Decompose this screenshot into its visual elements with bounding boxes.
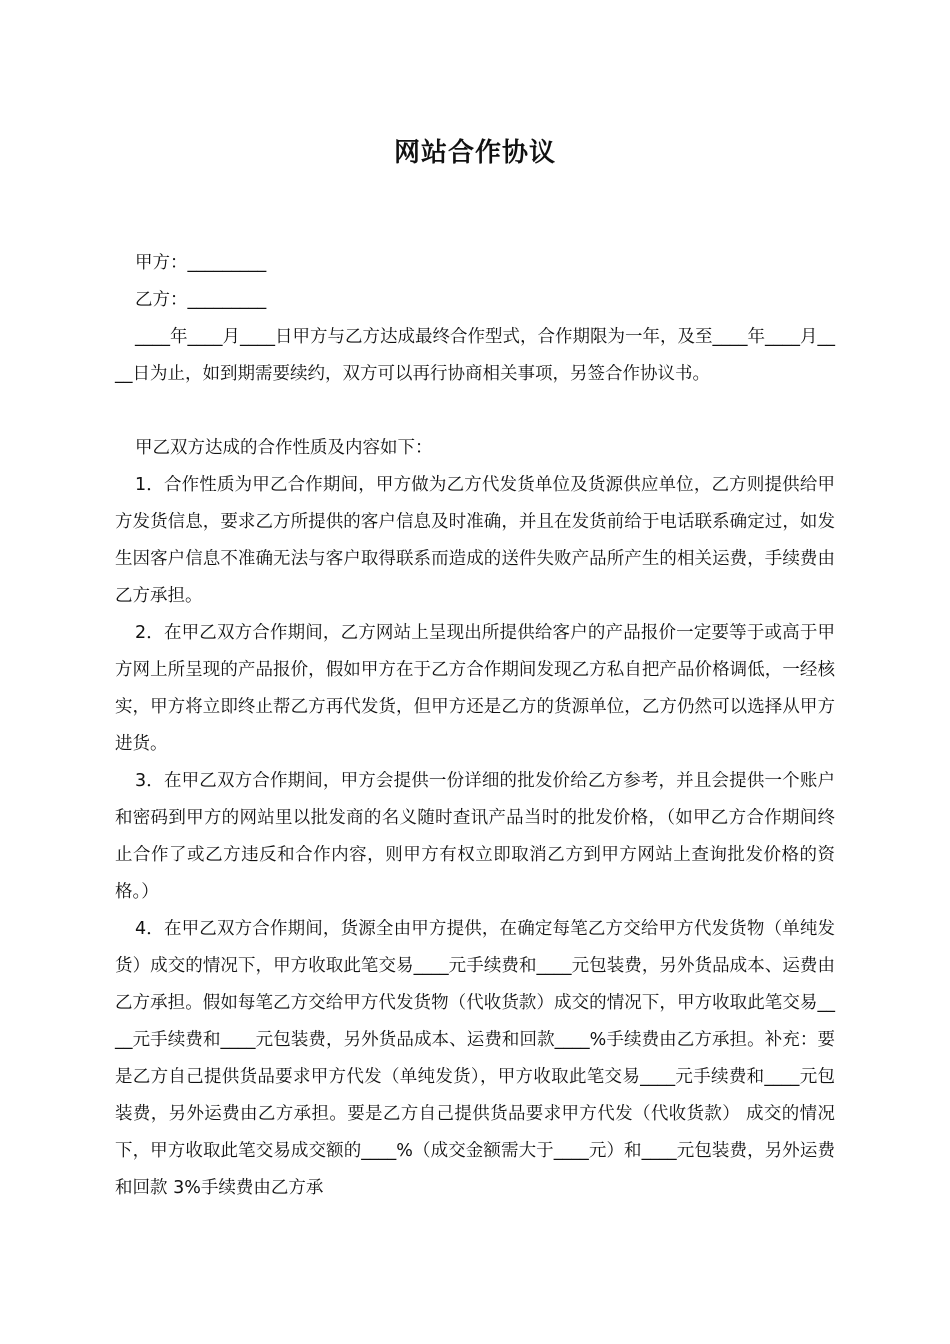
clause-3: 3．在甲乙双方合作期间，甲方会提供一份详细的批发价给乙方参考，并且会提供一个账户和密码到甲方的网站里以批发商的名义随时查讯产品当时的批发价格，（如甲乙方合作期间终止合作了或乙方违反和合作内容，则甲方有权立即取消乙方到甲方网站上查询批发价格的资格。） xyxy=(115,771,835,902)
intro-paragraph: ____年____月____日甲方与乙方达成最终合作型式，合作期限为一年，及至____年____月____日为止，如到期需要续约，双方可以再行协商相关事项，另签合作协议书。 xyxy=(115,327,835,384)
party-a-line: 甲方：_________ xyxy=(135,253,267,273)
document-body xyxy=(115,245,835,1207)
clause-2: 2．在甲乙双方合作期间，乙方网站上呈现出所提供给客户的产品报价一定要等于或高于甲方网上所呈现的产品报价，假如甲方在于乙方合作期间发现乙方私自把产品价格调低，一经核实，甲方将立即终止帮乙方再代发货，但甲方还是乙方的货源单位，乙方仍然可以选择从甲方进货。 xyxy=(115,623,835,754)
clause-1: 1．合作性质为甲乙合作期间，甲方做为乙方代发货单位及货源供应单位，乙方则提供给甲方发货信息，要求乙方所提供的客户信息及时准确，并且在发货前给于电话联系确定过，如发生因客户信息不准确无法与客户取得联系而造成的送件失败产品所产生的相关运费，手续费由乙方承担。 xyxy=(115,475,835,606)
section-heading: 甲乙双方达成的合作性质及内容如下： xyxy=(135,438,433,458)
party-b-line: 乙方：_________ xyxy=(135,290,267,310)
paragraph-spacer xyxy=(115,393,835,430)
clause-4: 4．在甲乙双方合作期间，货源全由甲方提供，在确定每笔乙方交给甲方代发货物（单纯发货）成交的情况下，甲方收取此笔交易____元手续费和____元包装费，另外货品成本、运费由乙方承担。假如每笔乙方交给甲方代发货物（代收货款）成交的情况下，甲方收取此笔交易____元手续费和____元包装费，另外货品成本、运费和回款____%手续费由乙方承担。补充：要是乙方自己提供货品要求甲方代发（单纯发货），甲方收取此笔交易____元手续费和____元包装费，另外运费由乙方承担。要是乙方自己提供货品要求甲方代发（代收货款） 成交的情况下，甲方收取此笔交易成交额的____%（成交金额需大于____元）和____元包装费，另外运费和回款 3%手续费由乙方承 xyxy=(115,919,835,1198)
document-title: 网站合作协议 xyxy=(393,138,556,168)
